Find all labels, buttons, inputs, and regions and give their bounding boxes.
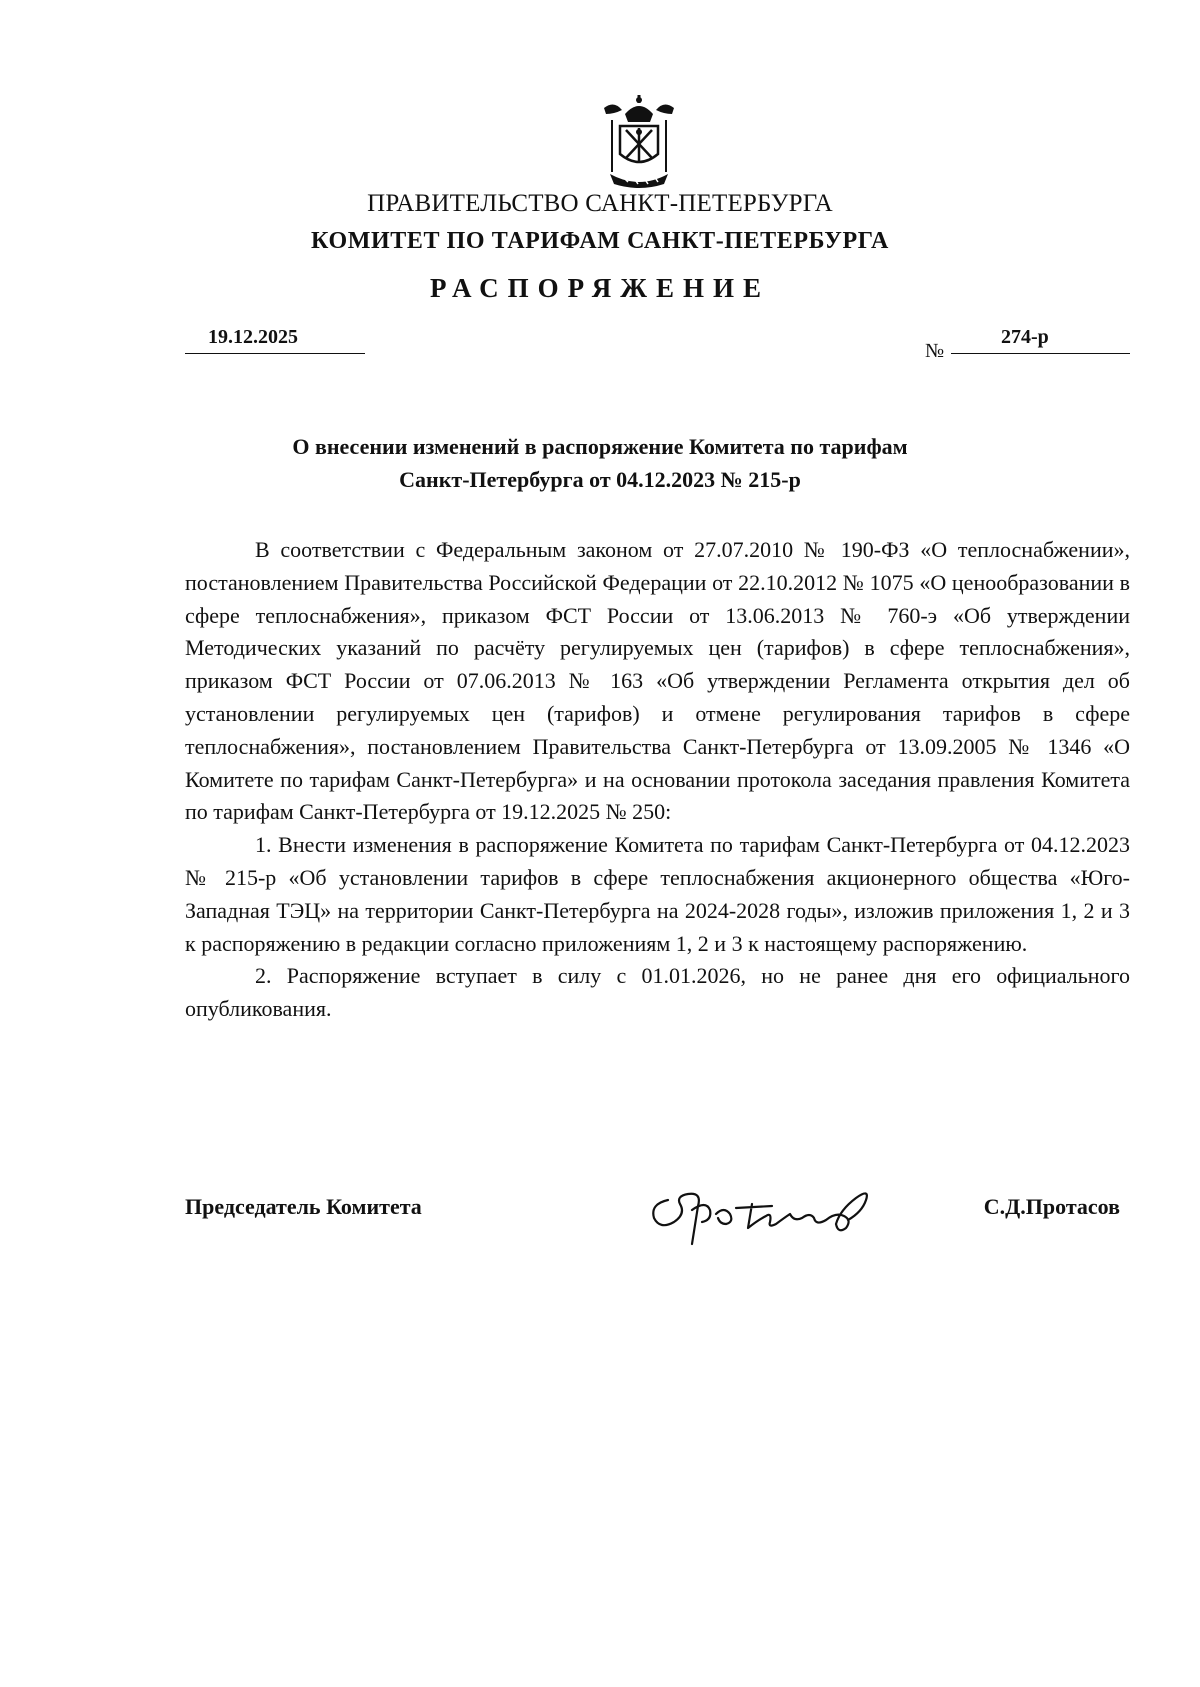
document-subject: [0, 430, 1200, 496]
body-item-2: 2. Распоряжение вступает в силу с 01.01.2026, но не ранее дня его официального опубликования.: [185, 963, 1130, 1022]
document-number: 274-р: [951, 326, 1130, 354]
body-preamble: В соответствии с Федеральным законом от 27.07.2010 № 190-ФЗ «О теплоснабжении», постановлением Правительства Российской Федерации от 22.10.2012 № 1075 «О ценообразовании в сфере теплоснабжения», приказом ФСТ России от 13.06.2013 № 760-э «Об утверждении Методических указаний по расчёту регулируемых цен (тарифов) в сфере теплоснабжения», приказом ФСТ России от 07.06.2013 № 163 «Об утверждении Регламента открытия дел об установлении регулируемых цен (тарифов) и отмене регулирования тарифов в сфере теплоснабжения», постановлением Правительства Санкт-Петербурга от 13.09.2005 № 1346 «О Комитете по тарифам Санкт-Петербурга» и на основании протокола заседания правления Комитета по тарифам Санкт-Петербурга от 19.12.2025 № 250:: [185, 537, 1130, 825]
number-label: №: [925, 340, 945, 362]
signatory-name: С.Д.Протасов: [983, 1194, 1120, 1219]
subject-line: Санкт-Петербурга от 04.12.2023 № 215-р: [399, 467, 801, 492]
document-type: РАСПОРЯЖЕНИЕ: [429, 273, 771, 303]
subject-line: О внесении изменений в распоряжение Комитета по тарифам: [292, 434, 908, 459]
government-title: ПРАВИТЕЛЬСТВО САНКТ-ПЕТЕРБУРГА: [367, 190, 833, 217]
document-body: [185, 534, 1130, 1026]
handwritten-signature: [640, 1170, 910, 1260]
body-item-1: 1. Внести изменения в распоряжение Комитета по тарифам Санкт-Петербурга от 04.12.2023 № 215-р «Об установлении тарифов в сфере теплоснабжения акционерного общества «Юго-Западная ТЭЦ» на территории Санкт-Петербурга на 2024-2028 годы», изложив приложения 1, 2 и 3 к распоряжению в редакции согласно приложениям 1, 2 и 3 к настоящему распоряжению.: [185, 832, 1130, 956]
committee-title: КОМИТЕТ ПО ТАРИФАМ САНКТ-ПЕТЕРБУРГА: [311, 228, 889, 254]
document-date: 19.12.2025: [185, 326, 365, 354]
saint-petersburg-coat-of-arms-icon: [598, 92, 680, 192]
signature-block: [185, 1170, 1130, 1260]
signatory-position: Председатель Комитета: [185, 1194, 422, 1219]
